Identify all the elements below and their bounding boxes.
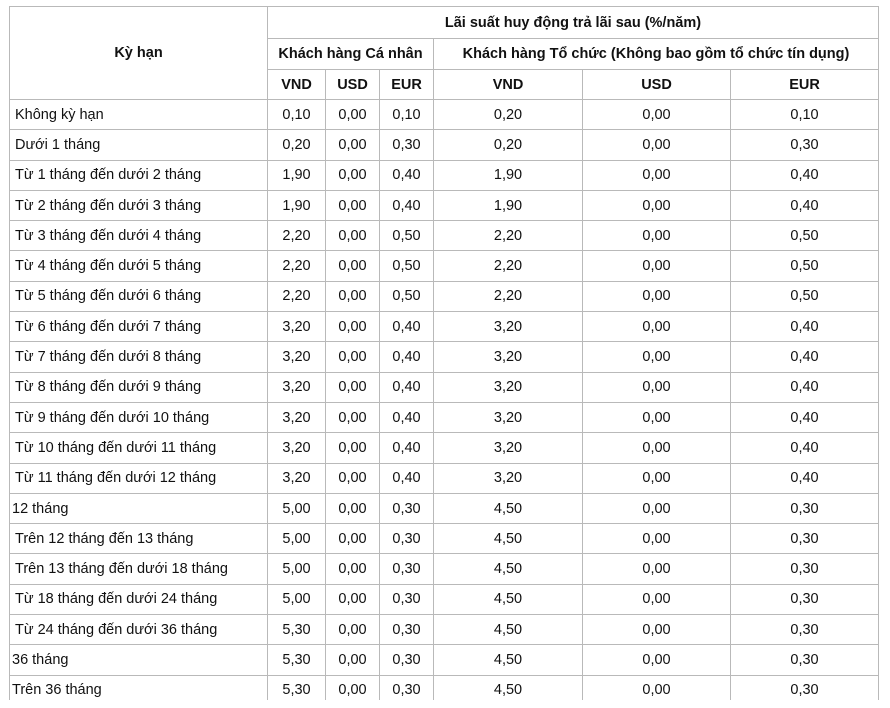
rate-cell: 0,00 bbox=[583, 584, 731, 614]
rate-cell: 4,50 bbox=[434, 675, 583, 705]
term-cell: 36 tháng bbox=[10, 645, 268, 675]
cropped-bottom-edge bbox=[0, 700, 890, 708]
rate-cell: 0,30 bbox=[731, 584, 879, 614]
currency-header-individual-eur: EUR bbox=[380, 70, 434, 100]
table-row bbox=[10, 433, 879, 463]
table-row bbox=[10, 372, 879, 402]
table-row bbox=[10, 463, 879, 493]
rate-cell: 2,20 bbox=[434, 251, 583, 281]
term-cell: Trên 36 tháng bbox=[10, 675, 268, 705]
rate-cell: 5,30 bbox=[268, 615, 326, 645]
term-cell: Từ 10 tháng đến dưới 11 tháng bbox=[10, 433, 268, 463]
rate-cell: 0,40 bbox=[731, 190, 879, 220]
term-column-header: Kỳ hạn bbox=[10, 7, 268, 100]
rate-cell: 0,20 bbox=[434, 130, 583, 160]
rate-cell: 0,40 bbox=[380, 372, 434, 402]
rate-cell: 3,20 bbox=[268, 342, 326, 372]
rate-cell: 0,00 bbox=[326, 130, 380, 160]
rate-cell: 0,00 bbox=[326, 463, 380, 493]
rate-cell: 4,50 bbox=[434, 493, 583, 523]
rate-cell: 0,00 bbox=[583, 554, 731, 584]
rate-cell: 0,50 bbox=[380, 221, 434, 251]
rate-cell: 0,00 bbox=[583, 615, 731, 645]
currency-header-organization-usd: USD bbox=[583, 70, 731, 100]
currency-header-individual-usd: USD bbox=[326, 70, 380, 100]
rate-cell: 0,00 bbox=[583, 190, 731, 220]
table-row bbox=[10, 100, 879, 130]
currency-header-organization-vnd: VND bbox=[434, 70, 583, 100]
rate-cell: 2,20 bbox=[268, 221, 326, 251]
term-cell: 12 tháng bbox=[10, 493, 268, 523]
rate-cell: 0,30 bbox=[731, 130, 879, 160]
rate-cell: 0,00 bbox=[583, 342, 731, 372]
term-cell: Từ 18 tháng đến dưới 24 tháng bbox=[10, 584, 268, 614]
rate-cell: 0,40 bbox=[380, 312, 434, 342]
rate-cell: 0,00 bbox=[326, 675, 380, 705]
rate-cell: 5,00 bbox=[268, 554, 326, 584]
rate-cell: 0,40 bbox=[731, 402, 879, 432]
table-row bbox=[10, 402, 879, 432]
rate-cell: 0,30 bbox=[731, 493, 879, 523]
table-row bbox=[10, 554, 879, 584]
rate-cell: 0,00 bbox=[583, 281, 731, 311]
rate-cell: 1,90 bbox=[268, 160, 326, 190]
rate-cell: 2,20 bbox=[268, 281, 326, 311]
rate-cell: 0,40 bbox=[731, 372, 879, 402]
rate-cell: 3,20 bbox=[268, 433, 326, 463]
rate-cell: 0,50 bbox=[731, 221, 879, 251]
rate-cell: 3,20 bbox=[268, 402, 326, 432]
table-row bbox=[10, 524, 879, 554]
rate-cell: 0,40 bbox=[380, 342, 434, 372]
rate-cell: 1,90 bbox=[268, 190, 326, 220]
rate-cell: 0,00 bbox=[583, 100, 731, 130]
table-row bbox=[10, 312, 879, 342]
rate-cell: 0,00 bbox=[326, 433, 380, 463]
term-cell: Từ 9 tháng đến dưới 10 tháng bbox=[10, 402, 268, 432]
rate-cell: 2,20 bbox=[434, 281, 583, 311]
rate-cell: 0,30 bbox=[380, 524, 434, 554]
rate-cell: 0,40 bbox=[380, 463, 434, 493]
term-cell: Từ 24 tháng đến dưới 36 tháng bbox=[10, 615, 268, 645]
rate-cell: 0,00 bbox=[326, 342, 380, 372]
table-row bbox=[10, 221, 879, 251]
rate-cell: 5,00 bbox=[268, 524, 326, 554]
rate-cell: 0,00 bbox=[583, 433, 731, 463]
table-row bbox=[10, 251, 879, 281]
rate-cell: 0,30 bbox=[731, 524, 879, 554]
rate-cell: 0,10 bbox=[731, 100, 879, 130]
term-cell: Từ 11 tháng đến dưới 12 tháng bbox=[10, 463, 268, 493]
table-row bbox=[10, 584, 879, 614]
rate-cell: 0,00 bbox=[583, 130, 731, 160]
rate-cell: 0,50 bbox=[731, 281, 879, 311]
rate-cell: 0,50 bbox=[380, 281, 434, 311]
currency-header-individual-vnd: VND bbox=[268, 70, 326, 100]
term-cell: Từ 6 tháng đến dưới 7 tháng bbox=[10, 312, 268, 342]
table-row bbox=[10, 645, 879, 675]
rate-cell: 0,00 bbox=[583, 675, 731, 705]
table-row bbox=[10, 130, 879, 160]
rate-cell: 0,50 bbox=[380, 251, 434, 281]
rate-cell: 0,30 bbox=[731, 615, 879, 645]
rate-cell: 2,20 bbox=[268, 251, 326, 281]
rate-cell: 0,00 bbox=[326, 160, 380, 190]
rate-cell: 0,40 bbox=[731, 433, 879, 463]
rate-cell: 0,30 bbox=[380, 675, 434, 705]
table-header bbox=[10, 7, 879, 100]
term-cell: Không kỳ hạn bbox=[10, 100, 268, 130]
term-cell: Từ 8 tháng đến dưới 9 tháng bbox=[10, 372, 268, 402]
table-row bbox=[10, 615, 879, 645]
rate-cell: 0,00 bbox=[583, 524, 731, 554]
rate-cell: 0,00 bbox=[583, 493, 731, 523]
rate-cell: 1,90 bbox=[434, 160, 583, 190]
rate-cell: 0,40 bbox=[380, 160, 434, 190]
rate-cell: 3,20 bbox=[268, 463, 326, 493]
rate-cell: 0,20 bbox=[268, 130, 326, 160]
rate-cell: 4,50 bbox=[434, 584, 583, 614]
rate-cell: 4,50 bbox=[434, 524, 583, 554]
table-body bbox=[10, 100, 879, 706]
term-cell: Từ 4 tháng đến dưới 5 tháng bbox=[10, 251, 268, 281]
table-row bbox=[10, 281, 879, 311]
interest-rate-table bbox=[9, 6, 879, 706]
rate-cell: 0,00 bbox=[326, 554, 380, 584]
table-row bbox=[10, 342, 879, 372]
rate-cell: 3,20 bbox=[434, 433, 583, 463]
rate-cell: 5,30 bbox=[268, 675, 326, 705]
rate-cell: 0,00 bbox=[326, 190, 380, 220]
rate-cell: 0,00 bbox=[326, 312, 380, 342]
rate-cell: 0,30 bbox=[731, 645, 879, 675]
rate-cell: 0,40 bbox=[731, 160, 879, 190]
rate-cell: 0,10 bbox=[268, 100, 326, 130]
rate-cell: 0,30 bbox=[380, 615, 434, 645]
rate-cell: 0,00 bbox=[326, 524, 380, 554]
rate-cell: 5,30 bbox=[268, 645, 326, 675]
table-row bbox=[10, 190, 879, 220]
rate-cell: 0,00 bbox=[583, 372, 731, 402]
rate-cell: 3,20 bbox=[268, 312, 326, 342]
rate-cell: 3,20 bbox=[434, 402, 583, 432]
rate-cell: 0,00 bbox=[326, 100, 380, 130]
rate-cell: 0,30 bbox=[380, 554, 434, 584]
rate-cell: 0,00 bbox=[583, 645, 731, 675]
rate-cell: 0,30 bbox=[380, 584, 434, 614]
rate-cell: 0,00 bbox=[326, 493, 380, 523]
individual-customer-header: Khách hàng Cá nhân bbox=[268, 39, 434, 70]
currency-header-organization-eur: EUR bbox=[731, 70, 879, 100]
rate-cell: 0,40 bbox=[380, 433, 434, 463]
term-cell: Dưới 1 tháng bbox=[10, 130, 268, 160]
rate-cell: 0,00 bbox=[326, 402, 380, 432]
rate-cell: 0,00 bbox=[583, 463, 731, 493]
term-cell: Từ 3 tháng đến dưới 4 tháng bbox=[10, 221, 268, 251]
rate-cell: 4,50 bbox=[434, 645, 583, 675]
rate-cell: 0,00 bbox=[583, 251, 731, 281]
rate-cell: 0,00 bbox=[583, 312, 731, 342]
term-cell: Trên 13 tháng đến dưới 18 tháng bbox=[10, 554, 268, 584]
rate-cell: 0,10 bbox=[380, 100, 434, 130]
rate-cell: 4,50 bbox=[434, 554, 583, 584]
rate-cell: 0,00 bbox=[583, 160, 731, 190]
term-cell: Từ 5 tháng đến dưới 6 tháng bbox=[10, 281, 268, 311]
rate-cell: 0,40 bbox=[731, 463, 879, 493]
rate-cell: 5,00 bbox=[268, 584, 326, 614]
term-cell: Trên 12 tháng đến 13 tháng bbox=[10, 524, 268, 554]
rate-cell: 0,00 bbox=[326, 372, 380, 402]
rate-cell: 0,00 bbox=[326, 281, 380, 311]
rate-cell: 3,20 bbox=[434, 312, 583, 342]
rate-cell: 5,00 bbox=[268, 493, 326, 523]
rate-cell: 3,20 bbox=[268, 372, 326, 402]
table-row bbox=[10, 493, 879, 523]
rate-cell: 0,00 bbox=[583, 221, 731, 251]
term-cell: Từ 7 tháng đến dưới 8 tháng bbox=[10, 342, 268, 372]
rate-cell: 4,50 bbox=[434, 615, 583, 645]
rate-cell: 0,50 bbox=[731, 251, 879, 281]
rate-cell: 0,00 bbox=[326, 584, 380, 614]
rate-cell: 0,30 bbox=[380, 493, 434, 523]
rate-cell: 3,20 bbox=[434, 342, 583, 372]
rate-cell: 0,40 bbox=[380, 402, 434, 432]
rate-cell: 0,00 bbox=[326, 251, 380, 281]
rate-cell: 0,30 bbox=[731, 675, 879, 705]
rate-cell: 0,40 bbox=[380, 190, 434, 220]
rate-cell: 0,00 bbox=[583, 402, 731, 432]
rate-cell: 0,30 bbox=[380, 130, 434, 160]
rate-cell: 0,30 bbox=[380, 645, 434, 675]
rate-cell: 2,20 bbox=[434, 221, 583, 251]
organization-customer-header: Khách hàng Tổ chức (Không bao gồm tổ chức tín dụng) bbox=[434, 39, 879, 70]
table-row bbox=[10, 160, 879, 190]
rate-cell: 0,40 bbox=[731, 342, 879, 372]
rate-cell: 0,00 bbox=[326, 615, 380, 645]
term-cell: Từ 1 tháng đến dưới 2 tháng bbox=[10, 160, 268, 190]
rate-cell: 0,00 bbox=[326, 221, 380, 251]
term-cell: Từ 2 tháng đến dưới 3 tháng bbox=[10, 190, 268, 220]
rate-cell: 0,40 bbox=[731, 312, 879, 342]
rate-cell: 3,20 bbox=[434, 463, 583, 493]
rate-cell: 0,30 bbox=[731, 554, 879, 584]
rate-title-header: Lãi suất huy động trả lãi sau (%/năm) bbox=[268, 7, 879, 39]
rate-cell: 0,00 bbox=[326, 645, 380, 675]
rate-cell: 1,90 bbox=[434, 190, 583, 220]
rate-cell: 0,20 bbox=[434, 100, 583, 130]
rate-cell: 3,20 bbox=[434, 372, 583, 402]
